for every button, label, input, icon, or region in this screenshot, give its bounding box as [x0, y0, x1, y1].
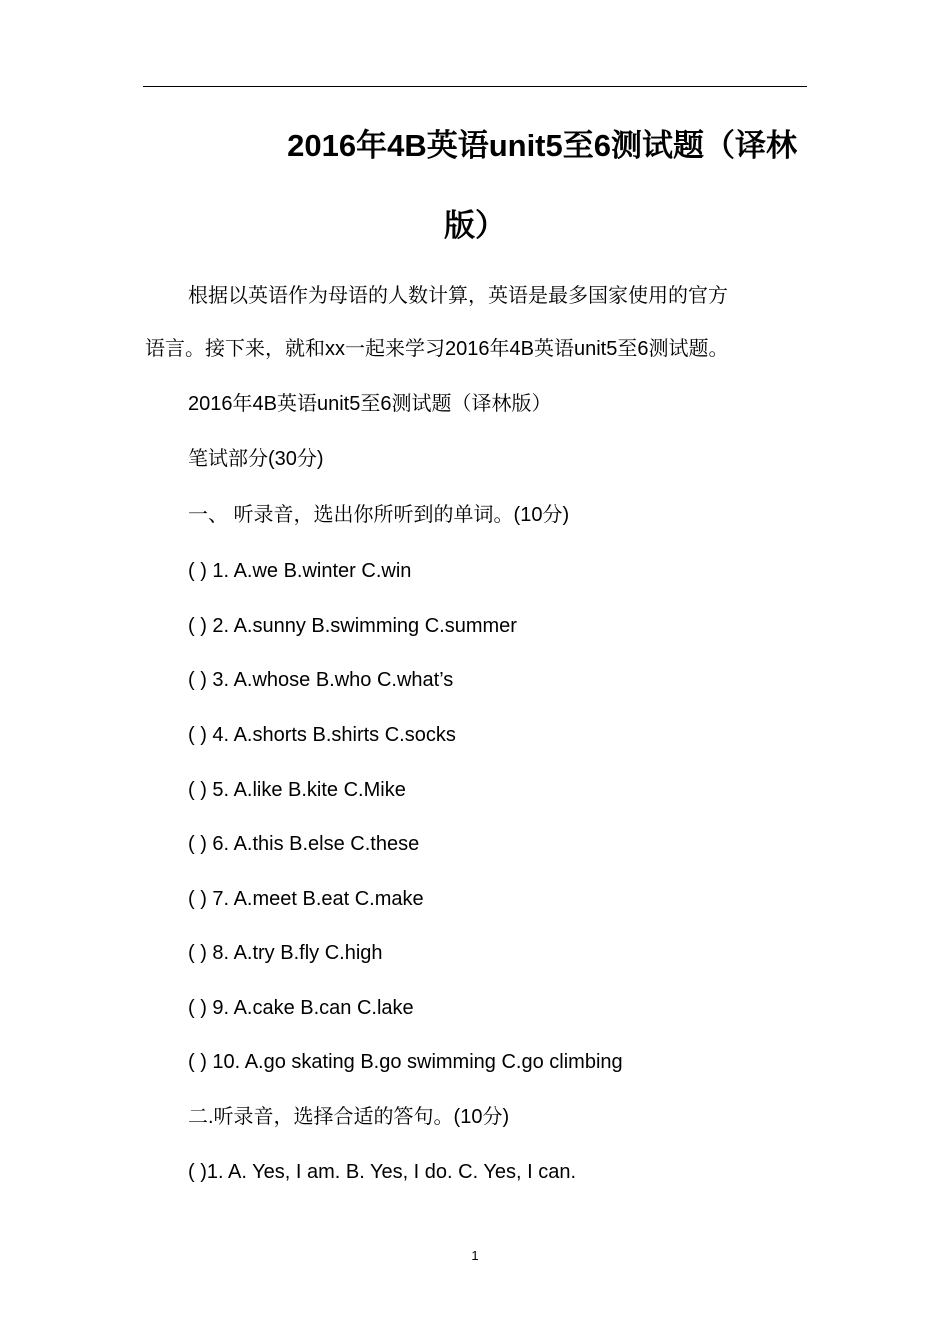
section-2-heading: 二.听录音，选择合适的答句。(10分)	[188, 1106, 510, 1128]
intro-paragraph-line-2: 语言。接下来，就和xx一起来学习2016年4B英语unit5至6测试题。	[145, 338, 729, 360]
question-item: ( ) 2. A.sunny B.swimming C.summer	[188, 615, 517, 637]
question-item: ( ) 8. A.try B.fly C.high	[188, 942, 383, 964]
question-item: ( ) 1. A.we B.winter C.win	[188, 560, 412, 582]
written-section-heading: 笔试部分(30分)	[188, 448, 324, 470]
intro-paragraph-line-1: 根据以英语作为母语的人数计算，英语是最多国家使用的官方	[188, 285, 728, 307]
page-number: 1	[471, 1248, 479, 1263]
question-item: ( ) 9. A.cake B.can C.lake	[188, 997, 414, 1019]
question-item: ( ) 5. A.like B.kite C.Mike	[188, 779, 406, 801]
document-title-line-1: 2016年4B英语unit5至6测试题（译林	[287, 128, 797, 163]
question-item: ( )1. A. Yes, I am. B. Yes, I do. C. Yes, I can.	[188, 1161, 577, 1183]
header-rule	[143, 86, 807, 87]
section-1-heading: 一、 听录音，选出你所听到的单词。(10分)	[188, 504, 570, 526]
question-item: ( ) 3. A.whose B.who C.what’s	[188, 669, 454, 691]
subtitle: 2016年4B英语unit5至6测试题（译林版）	[188, 393, 552, 415]
question-item: ( ) 4. A.shorts B.shirts C.socks	[188, 724, 456, 746]
question-item: ( ) 10. A.go skating B.go swimming C.go climbing	[188, 1051, 623, 1073]
question-item: ( ) 7. A.meet B.eat C.make	[188, 888, 424, 910]
question-item: ( ) 6. A.this B.else C.these	[188, 833, 420, 855]
document-title-line-2: 版）	[444, 208, 506, 243]
